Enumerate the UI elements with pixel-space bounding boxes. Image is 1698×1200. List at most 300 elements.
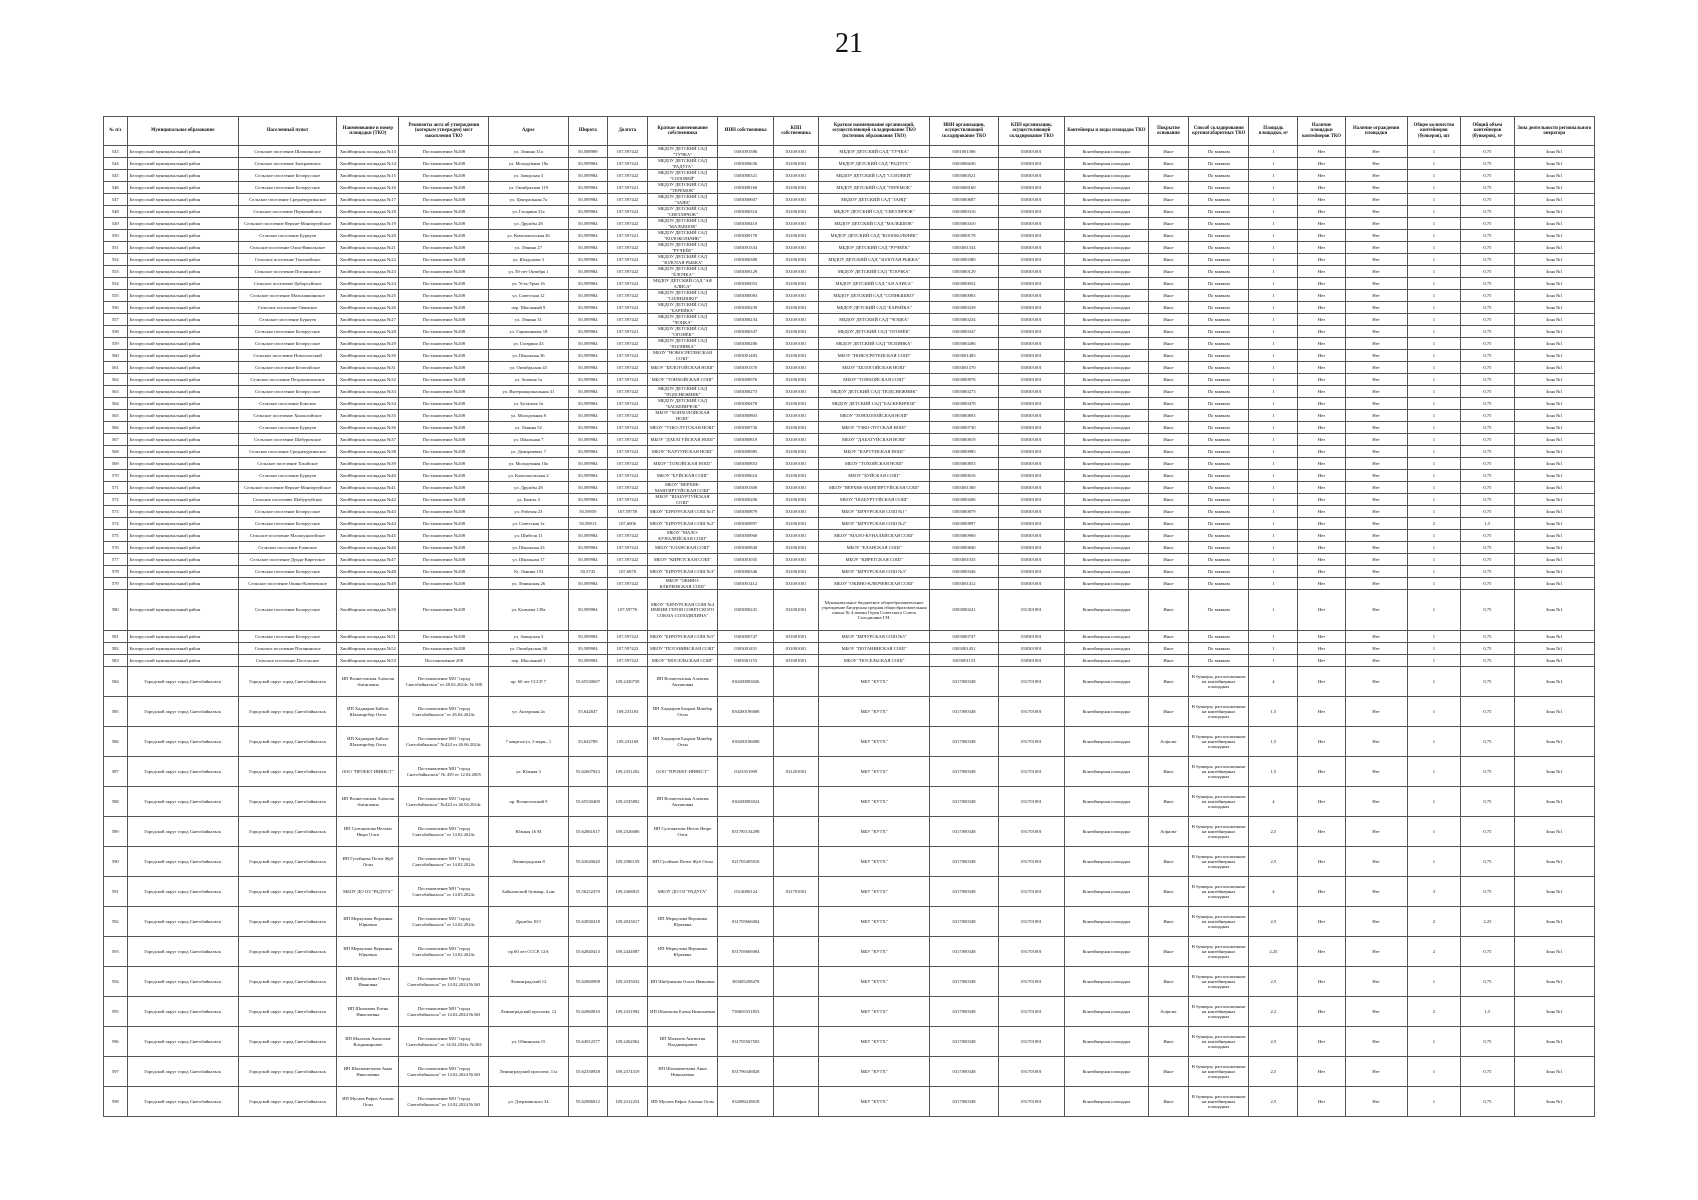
table-cell: 0,75 xyxy=(1461,158,1515,170)
column-header: ИНН собственника xyxy=(718,117,774,146)
table-cell: 0317000348 xyxy=(930,967,999,997)
table-cell: МБУ "КУТХ" xyxy=(818,667,929,697)
table-cell: МБОУ "ХОНХОЛОЙСКАЯ НОШ" xyxy=(818,410,929,422)
table-cell: МБУ "КУТХ" xyxy=(818,847,929,877)
table-cell: ИП Меркулова Вероника Юрьевна xyxy=(337,937,399,967)
table-cell: По заявкам xyxy=(1189,470,1249,482)
table-cell: 1 xyxy=(1249,386,1298,398)
table-cell: ул. Гагарина 31а xyxy=(489,206,568,218)
table-cell: 55,62860908 xyxy=(568,967,608,997)
table-cell: 031701001 xyxy=(998,877,1064,907)
table-cell: 031001001 xyxy=(774,422,819,434)
table-cell: Контейнерная площадка xyxy=(1065,470,1148,482)
table-cell: 590 xyxy=(104,847,128,877)
table-cell: Нет xyxy=(1298,482,1345,494)
table-cell: ИП Хадмаров Бахрам Мамбер Оглы xyxy=(647,727,718,757)
table-cell: ул. Центральная 7а xyxy=(489,194,568,206)
table-row xyxy=(104,410,1595,422)
table-row xyxy=(104,422,1595,434)
table-cell: 550 xyxy=(104,230,128,242)
table-cell: МБДОУ ДЕТСКИЙ САД "РУЧЕЁК" xyxy=(818,242,929,254)
table-cell: Нет xyxy=(1345,386,1407,398)
table-cell: 031701001 xyxy=(998,1057,1064,1087)
table-cell: 50,589984 xyxy=(568,482,608,494)
table-cell: 50,589984 xyxy=(568,542,608,554)
column-header: Адрес xyxy=(489,117,568,146)
table-cell: Сельское поселение Шабуровское xyxy=(238,434,336,446)
table-cell: По заявкам xyxy=(1189,398,1249,410)
column-header: Реквизиты акта об утверждении (которым утвержден) мест накопления ТКО xyxy=(399,117,489,146)
table-cell: МБОУ "УЗКО-ЛУГСКАЯ НОШ" xyxy=(647,422,718,434)
table-cell: МБДОУ ДЕТСКИЙ САД "ЧОЦКА" xyxy=(818,314,929,326)
table-cell: 0303001412 xyxy=(718,578,774,590)
table-cell: 0,75 xyxy=(1461,218,1515,230)
table-cell: МБОУ "ЕЛАНСКАЯ СОШ" xyxy=(818,542,929,554)
table-cell: 0303000410 xyxy=(930,218,999,230)
table-cell: Контейнерная площадка xyxy=(1065,230,1148,242)
table-cell: 0303000273 xyxy=(930,386,999,398)
table-cell: 1 xyxy=(1407,494,1461,506)
table-cell: МБОУ "ТОХОЙСКАЯ НОШ" xyxy=(647,458,718,470)
table-cell: Нет xyxy=(1298,302,1345,314)
table-cell: 031001001 xyxy=(774,386,819,398)
table-cell: Городской округ город Снегобайкальск xyxy=(238,1027,336,1057)
table-cell: Нет xyxy=(1298,530,1345,542)
table-row xyxy=(104,230,1595,242)
table-cell: 50,589984 xyxy=(568,470,608,482)
table-cell: Иное xyxy=(1148,667,1189,697)
table-cell: Зона №1 xyxy=(1514,967,1594,997)
table-row xyxy=(104,374,1595,386)
table-row xyxy=(104,206,1595,218)
table-cell: Контейнерная площадка xyxy=(1065,506,1148,518)
table-cell: Контейнерная площадка xyxy=(1065,242,1148,254)
table-cell: 2,5 xyxy=(1249,847,1298,877)
table-cell: Зона №1 xyxy=(1514,697,1594,727)
table-cell: 578 xyxy=(104,566,128,578)
table-cell: Нет xyxy=(1298,242,1345,254)
table-cell: 0317000348 xyxy=(930,1057,999,1087)
table-cell: Зона №1 xyxy=(1514,937,1594,967)
table-cell: 2,5 xyxy=(1249,907,1298,937)
table-cell: Зона №1 xyxy=(1514,302,1594,314)
table-cell: Городской округ город Снегобайкальск xyxy=(127,697,238,727)
table-cell: Иное xyxy=(1148,506,1189,518)
table-cell: 031001001 xyxy=(774,194,819,206)
table-row xyxy=(104,530,1595,542)
table-cell: 571 xyxy=(104,482,128,494)
table-cell: 030301001 xyxy=(998,362,1064,374)
table-cell: 0303000316 xyxy=(718,206,774,218)
table-cell: 0303000803 xyxy=(930,410,999,422)
table-cell: Сельское поселение Белорусское xyxy=(238,338,336,350)
table-cell: 107,59759 xyxy=(608,506,648,518)
table-cell: МБУ "КУТХ" xyxy=(818,967,929,997)
table-cell: Иное xyxy=(1148,278,1189,290)
table-cell: 031701001 xyxy=(998,937,1064,967)
table-cell: 50,589984 xyxy=(568,398,608,410)
table-cell: Иное xyxy=(1148,446,1189,458)
table-cell: Постановление №208 xyxy=(399,206,489,218)
table-cell: По заявкам xyxy=(1189,518,1249,530)
table-cell: 031001001 xyxy=(774,506,819,518)
table-cell: Постановление №208 xyxy=(399,631,489,643)
table-cell: Хвойбирская площадка №53 xyxy=(337,655,399,667)
table-cell: В бункеры, расположенные на контейнерных площадках xyxy=(1189,937,1249,967)
table-cell: МБДОУ ДЕТСКИЙ САД "ПОЛЯНКА" xyxy=(647,338,718,350)
table-cell: 107,597422 xyxy=(608,146,648,158)
table-cell: Хвойбирская площадка №19 xyxy=(337,218,399,230)
table-cell: МБОУ "КАРТУНСКАЯ НОШ" xyxy=(818,446,929,458)
table-cell: Белорусский муниципальный район xyxy=(127,374,238,386)
table-cell: Иное xyxy=(1148,266,1189,278)
table-cell: 4 xyxy=(1249,787,1298,817)
table-cell: МБОУ "БИЧУРСКАЯ СОШ №5" xyxy=(647,631,718,643)
table-cell: 031001001 xyxy=(774,410,819,422)
table-cell: ул. Обнинская 15 xyxy=(489,1027,568,1057)
table-cell: Хвойбирская площадка №47 xyxy=(337,554,399,566)
table-cell: Контейнерная площадка xyxy=(1065,254,1148,266)
table-cell: 030301001 xyxy=(998,266,1064,278)
table-row xyxy=(104,170,1595,182)
table-cell: 0303000730 xyxy=(930,422,999,434)
table-cell: 107,597422 xyxy=(608,386,648,398)
table-cell xyxy=(774,847,819,877)
table-cell: 0303008160 xyxy=(930,182,999,194)
table-cell: 107,597421 xyxy=(608,230,648,242)
table-cell: МБОУ "КИРЕТСКАЯ СОШ" xyxy=(818,554,929,566)
table-cell: Постановление МО "город Снегобайкальск" от 26.04.2024г. xyxy=(399,697,489,727)
table-cell: Белорусский муниципальный район xyxy=(127,398,238,410)
table-cell: Нет xyxy=(1345,727,1407,757)
table-cell: Постановление №208 xyxy=(399,278,489,290)
table-cell: Постановление МО "город Снегобайкальск" от 14.02.2024 №363 xyxy=(399,1057,489,1087)
table-cell: Иное xyxy=(1148,230,1189,242)
table-cell: По заявкам xyxy=(1189,554,1249,566)
table-cell: 55,62860810 xyxy=(568,997,608,1027)
table-cell: 031001001 xyxy=(774,350,819,362)
table-cell: Зона №1 xyxy=(1514,182,1594,194)
table-cell: 109,2023617 xyxy=(608,907,648,937)
table-cell: МБДОУ ДЕТСКИЙ САД "АЯ АЛИСА" xyxy=(647,278,718,290)
table-cell: 2,5 xyxy=(1249,1057,1298,1087)
table-cell: ООО "ПРОЕКТ-ИНВЕСТ" xyxy=(647,757,718,787)
table-cell: Постановление №208 xyxy=(399,422,489,434)
table-cell: МБОУ "ЕЛАНСКАЯ СОШ" xyxy=(647,542,718,554)
table-cell: Белорусский муниципальный район xyxy=(127,302,238,314)
table-cell: Иное xyxy=(1148,302,1189,314)
table-cell: Контейнерная площадка xyxy=(1065,374,1148,386)
table-cell: 1 xyxy=(1407,458,1461,470)
table-cell: Контейнерная площадка xyxy=(1065,877,1148,907)
table-cell: 50,589984 xyxy=(568,631,608,643)
table-cell: 0,75 xyxy=(1461,170,1515,182)
table-cell: Постановление №208 xyxy=(399,218,489,230)
table-cell: 0,75 xyxy=(1461,206,1515,218)
table-cell: 0303000346 xyxy=(718,566,774,578)
table-cell: 109,2335802 xyxy=(608,787,648,817)
table-cell: Нет xyxy=(1298,362,1345,374)
table-cell: Городской округ город Снегобайкальск xyxy=(127,1057,238,1087)
table-cell: 031301001 xyxy=(998,590,1064,631)
table-cell: Хвойбирская площадка №13 xyxy=(337,146,399,158)
table-cell: Сельское поселение Мальхавшинское xyxy=(238,290,336,302)
table-cell: 0303000853 xyxy=(930,458,999,470)
table-cell: Нет xyxy=(1298,757,1345,787)
column-header: № п/з xyxy=(104,117,128,146)
table-cell: Нет xyxy=(1345,667,1407,697)
table-cell: Сельское поселение Посельское xyxy=(238,655,336,667)
table-cell: МБОУ "ПОСЕЛЬСКАЯ СОШ" xyxy=(818,655,929,667)
table-cell: 0303000897 xyxy=(930,518,999,530)
table-cell: 0303001370 xyxy=(930,362,999,374)
table-cell: 543 xyxy=(104,146,128,158)
table-cell: 1,5 xyxy=(1249,757,1298,787)
table-cell: Постановление №208 xyxy=(399,266,489,278)
table-cell: Сельское поселение Первомайское xyxy=(238,206,336,218)
table-cell: 030301001 xyxy=(998,542,1064,554)
table-cell: Хвойбирская площадка №20 xyxy=(337,230,399,242)
table-cell: МБДОУ ДЕТСКИЙ САД "БАРЕЙКА" xyxy=(818,302,929,314)
table-cell: Зона №1 xyxy=(1514,422,1594,434)
table-cell: Нет xyxy=(1345,937,1407,967)
table-cell: МБОУ "МАЛО-КУНАЛЕЙСКАЯ СОШ" xyxy=(818,530,929,542)
table-cell: 50,589984 xyxy=(568,410,608,422)
table-cell: 107,597422 xyxy=(608,362,648,374)
table-cell: 1 xyxy=(1249,362,1298,374)
table-cell: 1 xyxy=(1249,326,1298,338)
table-cell: В бункеры, расположенные на контейнерных площадках xyxy=(1189,817,1249,847)
table-cell: 50,589984 xyxy=(568,434,608,446)
table-cell: Хвойбирская площадка №23 xyxy=(337,266,399,278)
table-cell: 50,589984 xyxy=(568,374,608,386)
table-cell: Зона №1 xyxy=(1514,410,1594,422)
table-row xyxy=(104,386,1595,398)
table-cell: 0303000976 xyxy=(930,374,999,386)
table-cell: 0,75 xyxy=(1461,554,1515,566)
table-row xyxy=(104,242,1595,254)
table-cell: 1 xyxy=(1407,482,1461,494)
table-cell: 0,75 xyxy=(1461,254,1515,266)
table-cell: 1 xyxy=(1407,254,1461,266)
table-cell: 109,2335032 xyxy=(608,967,648,997)
table-cell: МБУ "КУТХ" xyxy=(818,1087,929,1117)
table-cell: Городской округ город Снегобайкальск xyxy=(238,937,336,967)
table-cell: 0303001035 xyxy=(718,554,774,566)
table-cell: Хвойбирская площадка №24 xyxy=(337,278,399,290)
table-cell: Нет xyxy=(1298,254,1345,266)
table-cell xyxy=(774,787,819,817)
table-cell: Иное xyxy=(1148,697,1189,727)
table-cell: Зона №1 xyxy=(1514,146,1594,158)
table-cell: Белорусский муниципальный район xyxy=(127,338,238,350)
table-cell: Постановление №208 xyxy=(399,566,489,578)
table-cell: По заявкам xyxy=(1189,170,1249,182)
table-cell: Нет xyxy=(1298,422,1345,434)
table-cell: Хвойбирская площадка №40 xyxy=(337,470,399,482)
table-cell: Хвойбирская площадка №34 xyxy=(337,398,399,410)
table-cell: Контейнерная площадка xyxy=(1065,667,1148,697)
table-cell: 030301001 xyxy=(998,158,1064,170)
table-cell: 573 xyxy=(104,506,128,518)
table-cell: 107,597422 xyxy=(608,410,648,422)
table-cell: По заявкам xyxy=(1189,530,1249,542)
table-cell: Зона №1 xyxy=(1514,1057,1594,1087)
table-cell: 1 xyxy=(1407,182,1461,194)
table-cell: Городской округ город Снегобайкальск xyxy=(238,727,336,757)
table-cell xyxy=(774,907,819,937)
table-cell: ул. 50-лет Октября 1 xyxy=(489,266,568,278)
table-cell: Нет xyxy=(1298,967,1345,997)
table-cell: 0317000348 xyxy=(930,697,999,727)
table-cell: 031701001 xyxy=(998,1087,1064,1117)
table-cell: 107,597422 xyxy=(608,170,648,182)
table-cell: пер. Школьный 1 xyxy=(489,655,568,667)
table-cell: Ленинградский 12 xyxy=(489,967,568,997)
table-cell: В бункеры, расположенные на контейнерных площадках xyxy=(1189,997,1249,1027)
table-cell: 0,75 xyxy=(1461,278,1515,290)
column-header: Краткое наименование собственника xyxy=(647,117,718,146)
table-row xyxy=(104,266,1595,278)
table-cell: 107,597422 xyxy=(608,542,648,554)
header-row xyxy=(104,117,1595,146)
table-cell: Асфальт xyxy=(1148,727,1189,757)
table-cell: 55,642789 xyxy=(568,727,608,757)
table-cell: Сельское поселение Хонхолойское xyxy=(238,410,336,422)
table-cell: Сельское поселение Среднекуртинское xyxy=(238,446,336,458)
table-cell: 0,75 xyxy=(1461,787,1515,817)
table-cell: 1 xyxy=(1407,590,1461,631)
table-cell: Нет xyxy=(1345,530,1407,542)
table-cell: Зона №1 xyxy=(1514,446,1594,458)
table-cell: Постановление №208 xyxy=(399,542,489,554)
table-cell: Постановление №208 xyxy=(399,326,489,338)
table-row xyxy=(104,967,1595,997)
table-cell: 562 xyxy=(104,374,128,386)
table-cell: Городской округ город Снегобайкальск xyxy=(238,817,336,847)
table-cell: Сельское поселение Шапшинское xyxy=(238,146,336,158)
table-cell: МБДОУ ДЕТСКИЙ САД "ТУЧКА" xyxy=(647,146,718,158)
table-cell: 50,5745 xyxy=(568,566,608,578)
table-cell: МБДОУ ДЕТСКИЙ САД "ЁЛОЧКА" xyxy=(818,266,929,278)
table-cell: Постановление №208 xyxy=(399,338,489,350)
table-cell: 1 xyxy=(1407,338,1461,350)
table-cell: Контейнерная площадка xyxy=(1065,206,1148,218)
table-cell: Нет xyxy=(1345,877,1407,907)
table-cell: В бункеры, расположенные на контейнерных площадках xyxy=(1189,667,1249,697)
table-cell: 595 xyxy=(104,997,128,1027)
table-row xyxy=(104,362,1595,374)
table-cell: По заявкам xyxy=(1189,458,1249,470)
table-cell: ул. Дружбы 28 xyxy=(489,482,568,494)
table-cell: Нет xyxy=(1345,470,1407,482)
table-cell: 55,65530607 xyxy=(568,667,608,697)
table-cell: Хвойбирская площадка №22 xyxy=(337,254,399,266)
table-cell: 579 xyxy=(104,578,128,590)
table-cell: Зона №1 xyxy=(1514,230,1594,242)
table-cell: 572 xyxy=(104,494,128,506)
table-cell: МБОУ "ПОТАНИНСКАЯ СОШ" xyxy=(647,643,718,655)
table-row xyxy=(104,907,1595,937)
table-cell: Нет xyxy=(1298,578,1345,590)
table-cell: Белорусский муниципальный район xyxy=(127,506,238,518)
table-cell: Контейнерная площадка xyxy=(1065,458,1148,470)
table-cell: Городской округ город Снегобайкальск xyxy=(127,667,238,697)
page-number: 21 xyxy=(835,28,863,59)
table-cell: 109,2374319 xyxy=(608,1057,648,1087)
table-cell: 0317000348 xyxy=(930,847,999,877)
table-cell: Зона №1 xyxy=(1514,470,1594,482)
table-cell: Нет xyxy=(1345,847,1407,877)
table-cell: Хвойбирская площадка №17 xyxy=(337,194,399,206)
table-cell: Зона №1 xyxy=(1514,494,1594,506)
table-cell: 0317000348 xyxy=(930,1087,999,1117)
table-cell: 1 xyxy=(1407,643,1461,655)
table-cell: 50,589984 xyxy=(568,655,608,667)
table-cell: 107,597422 xyxy=(608,458,648,470)
table-cell: Постановление МО "город Снегобайкальск" № 459 от 12.04.2005 xyxy=(399,757,489,787)
table-cell: 030301001 xyxy=(998,386,1064,398)
table-cell: 031701001 xyxy=(998,997,1064,1027)
table-cell: 030301001 xyxy=(998,146,1064,158)
table-cell: 107,597422 xyxy=(608,302,648,314)
table-cell: Зона №1 xyxy=(1514,787,1594,817)
table-cell: 031001001 xyxy=(774,494,819,506)
table-cell: 592 xyxy=(104,907,128,937)
table-cell: Нет xyxy=(1298,518,1345,530)
table-cell: ИП Шахмаметьева Анна Николаевна xyxy=(647,1057,718,1087)
table-cell: 2 xyxy=(1407,907,1461,937)
table-cell: Иное xyxy=(1148,937,1189,967)
table-cell: Сельское поселение Окинское xyxy=(238,302,336,314)
table-cell: ул. Рабочая 23 xyxy=(489,506,568,518)
table-cell: 031001001 xyxy=(774,578,819,590)
table-cell: 0303001451 xyxy=(718,643,774,655)
table-cell: 0,75 xyxy=(1461,182,1515,194)
table-cell: 1 xyxy=(1249,218,1298,230)
table-cell: МБДОУ ДЕТСКИЙ САД "СВЕТЛЯЧОК" xyxy=(818,206,929,218)
table-cell: Белорусский муниципальный район xyxy=(127,266,238,278)
table-cell: 0303000976 xyxy=(718,374,774,386)
table-cell: 031001001 xyxy=(774,230,819,242)
table-cell: 031701001 xyxy=(998,727,1064,757)
table-cell: Нет xyxy=(1298,182,1345,194)
table-cell: По заявкам xyxy=(1189,266,1249,278)
table-cell: 50,589984 xyxy=(568,386,608,398)
table-cell: 0,75 xyxy=(1461,326,1515,338)
table-cell: Городской округ город Снегобайкальск xyxy=(238,847,336,877)
table-cell: Зона №1 xyxy=(1514,877,1594,907)
table-cell: Белорусский муниципальный район xyxy=(127,218,238,230)
table-cell: Контейнерная площадка xyxy=(1065,146,1148,158)
table-cell: 0303000206 xyxy=(930,494,999,506)
table-cell: 031001001 xyxy=(774,278,819,290)
table-cell: Постановление №208 xyxy=(399,374,489,386)
table-cell: Иное xyxy=(1148,494,1189,506)
table-cell: 031701001 xyxy=(998,787,1064,817)
table-cell: По заявкам xyxy=(1189,494,1249,506)
table-cell: Зона №1 xyxy=(1514,578,1594,590)
table-cell: 107,597422 xyxy=(608,374,648,386)
table-cell: 0317000348 xyxy=(930,907,999,937)
table-cell: Контейнерная площадка xyxy=(1065,422,1148,434)
table-row xyxy=(104,398,1595,410)
table-cell: Нет xyxy=(1298,374,1345,386)
table-cell: 030301001 xyxy=(998,470,1064,482)
table-cell: 030301001 xyxy=(998,254,1064,266)
table-cell: ИП Султанатова Нельмо Нюро Олги xyxy=(337,817,399,847)
table-cell: Белорусский муниципальный район xyxy=(127,458,238,470)
